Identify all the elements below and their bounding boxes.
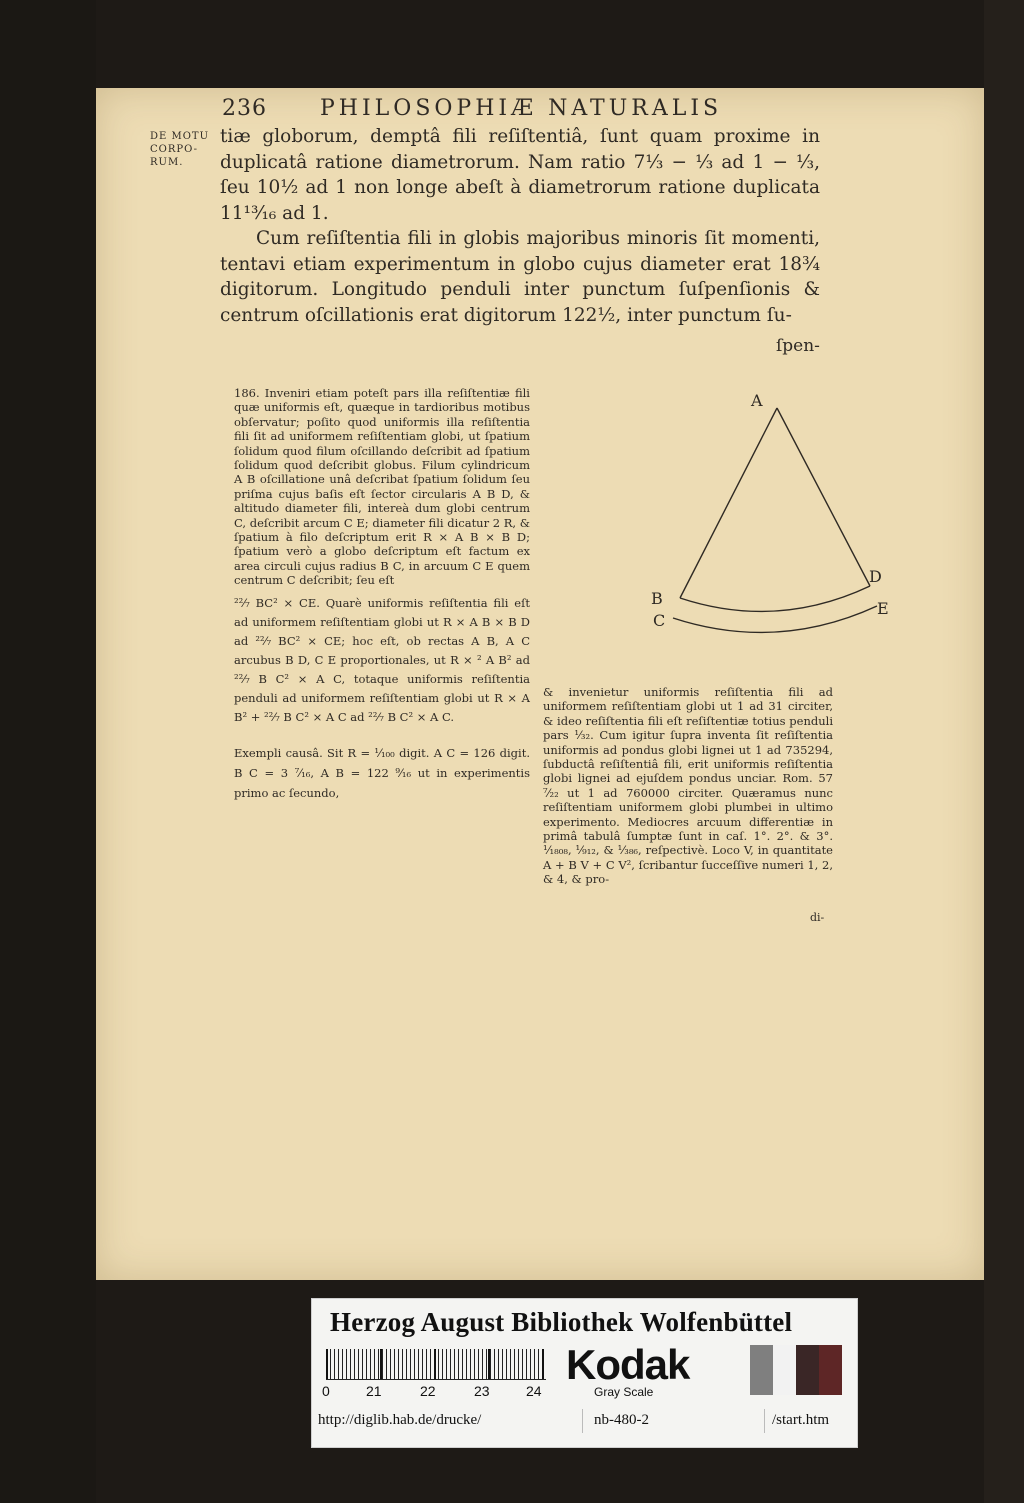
footnote-example: Exempli causâ. Sit R = ¹⁄₁₀₀ digit. A C = 126 digit. B C = 3 ⁷⁄₁₆, A B = 122 ⁹⁄₁₆ ut in experimentis primo ac ſecundo, <box>234 745 530 800</box>
gray-scale-caption: Gray Scale <box>594 1385 654 1399</box>
label-e: E <box>877 599 889 618</box>
library-title: Herzog August Bibliothek Wolfenbüttel <box>330 1307 793 1337</box>
catchword: ſpen- <box>776 336 820 356</box>
footnote-formula-paragraph: ²²⁄₇ BC² × CE. Quarè uniformis reſiſtentia fili eſt ad uniformem reſiſtentiam globi ut R × A B × B D ad ²²⁄₇ BC² × CE; hoc eſt, ob rectas A B, A C arcubus B D, C E proportionales, ut R × ² A B² ad ²²⁄₇ B C² × A C, totaque uniformis reſiſtentia penduli ad uniformem reſiſtentiam globi ut R × A B² + ²²⁄₇ B C² × A C ad ²²⁄₇ B C² × A C. <box>234 595 530 724</box>
ruler-number: 22 <box>420 1383 436 1399</box>
line-a-b <box>680 408 777 598</box>
footnote-left-column <box>234 386 530 803</box>
margin-note <box>150 130 210 169</box>
footnote-right-column <box>543 685 833 887</box>
scan-edge-left <box>0 0 96 1503</box>
sector-diagram <box>547 390 889 656</box>
running-header <box>222 96 822 121</box>
gray-scale-swatches <box>750 1345 842 1395</box>
margin-note-line: DE MOTU <box>150 131 210 142</box>
ruler-number: 24 <box>526 1383 542 1399</box>
main-paragraph: Cum reſiſtentia fili in globis majoribus minoris ſit momenti, tentavi etiam experimentum in globo cujus diameter erat 18¾ digitorum. Longitudo penduli inter punctum ſuſpenſionis & centrum oſcillationis erat digitorum 122½, inter punctum ſu- <box>220 228 820 326</box>
ruler-number: 0 <box>322 1383 330 1399</box>
label-a: A <box>751 391 763 410</box>
margin-note-line: CORPO- <box>150 144 199 155</box>
ruler-scale <box>326 1349 546 1380</box>
card-divider <box>582 1409 583 1433</box>
card-divider <box>764 1409 765 1433</box>
main-paragraph: tiæ globorum, demptâ fili reſiſtentiâ, ſunt quam proxime in duplicatâ ratione diametrorum. Nam ratio 7⅓ − ⅓ ad 1 − ⅓, ſeu 10½ ad 1 non longe abeſt à diametrorum ratione duplicata 11¹³⁄₁₆ ad 1. <box>220 126 820 224</box>
label-b: B <box>651 589 663 608</box>
swatch <box>796 1345 819 1395</box>
label-c: C <box>653 611 666 630</box>
swatch <box>819 1345 842 1395</box>
start-path: /start.htm <box>772 1412 830 1428</box>
kodak-logo: Kodak <box>566 1341 690 1388</box>
scan-edge-right <box>984 0 1024 1503</box>
shelf-code: nb-480-2 <box>594 1412 649 1428</box>
swatch <box>773 1345 796 1395</box>
swatch <box>750 1345 773 1395</box>
margin-note-line: RUM. <box>150 157 184 168</box>
label-d: D <box>869 567 882 586</box>
running-title: PHILOSOPHIÆ NATURALIS <box>320 96 723 121</box>
source-url: http://diglib.hab.de/drucke/ <box>318 1412 482 1428</box>
page-number: 236 <box>222 96 267 121</box>
footnote-paragraph: & invenietur uniformis reſiſtentia fili ad uniformem reſiſtentiam globi ut 1 ad 31 circiter, & ideo reſiſtentia fili eſt reſiſtentiæ totius penduli pars ¹⁄₃₂. Cum igitur ſupra inventa ſit reſiſtentia uniformis ad pondus globi lignei ut 1 ad 735294, ſubductâ reſiſtentiâ fili, erit uniformis reſiſtentia globi lignei ad ejuſdem pondus unciar. Rom. 57 ⁷⁄₂₂ ut 1 ad 760000 circiter. Quæramus nunc reſiſtentiam uniformem globi plumbei in ultimo experimento. Mediocres arcuum differentiæ in primâ tabulâ ſumptæ ſunt in caſ. 1°. 2°. & 3°. ¹⁄₁₈₀₈, ¹⁄₉₁₂, & ¹⁄₃₈₆, reſpectivè. Loco V, in quantitate A + B V + C V², ſcribantur ſucceſſive numeri 1, 2, & 4, & pro- <box>543 685 833 887</box>
library-card <box>311 1298 858 1448</box>
footnote-paragraph: 186. Inveniri etiam poteſt pars illa reſiſtentiæ fili quæ uniformis eſt, quæque in tardioribus motibus obſervatur; poſito quod uniformis illa reſiſtentia fili ſit ad uniformem reſiſtentiam globi, ut ſpatium ſolidum quod filum oſcillando deſcribit ad ſpatium ſolidum quod deſcribit globus. Filum cylindricum A B oſcillatione unâ deſcribat ſpatium ſolidum ſeu priſma cujus baſis eſt ſector circularis A B D, & altitudo diameter fili, intereà dum globi centrum C, deſcribit arcum C E; diameter fili dicatur 2 R, & ſpatium à filo deſcriptum erit R × A B × B D; ſpatium verò a globo deſcriptum eſt factum ex area circuli cujus radius B C, in arcuum C E quem centrum C deſcribit; ſeu eſt <box>234 386 530 588</box>
ruler-number: 23 <box>474 1383 490 1399</box>
footnote-catchword: di- <box>810 911 825 924</box>
main-text <box>220 124 820 328</box>
ruler-number: 21 <box>366 1383 382 1399</box>
